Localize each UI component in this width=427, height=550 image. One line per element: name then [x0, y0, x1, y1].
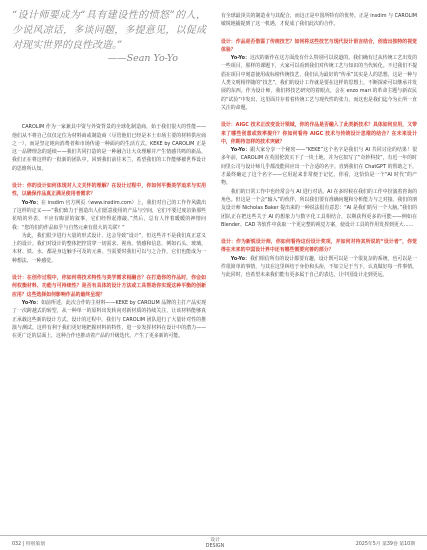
- answer-text: 这次的新作在这方面没有什么特别可以说道的。我们确有过从传统工艺出发的一些项目，那样的课题下，大家可以看到我们对传统工艺与知识的当代转化。不过我们不提倡在项目中刻意使用或标榜传统技艺，我们认为最好的“传承”其实是人的思想，这是一种与人类文明相伴随的“技艺”，我们的设计工作就是要在这样的思想上，不断探索可以继承并发展的东西。作为设计师，我们将技艺研究的着眼点，会在 enzo mari 的革命主题与新农民的“试验”中发出，这里面并存着着传统工艺与现代性的张力，而这也是我们迄今为止所一直关注的命题。: [221, 55, 417, 111]
- footer-issue-info: 2025年5月 第39卷 第10期: [355, 542, 415, 547]
- answer-text: 在 insdim 官方网页（www.insdim.com）上，我们对自己的工作作风做出了这样的定义——“我们致力于创造出人们愿意使用的产品与空间，它们不要过度渲染那些花哨的外表，不应有晦涩的叙事，它们经得起推敲。”然后，总有人伴着暖暖的神情问我：“您的们的作品似乎与自然元素有很大的关联？”: [12, 199, 206, 231]
- footer-section-label: 032 | 特别策划: [12, 542, 46, 547]
- answer-text: 如前所述，此次合作的主材料——KEKE by CAROLIM 品牌的主打产品实现了一次跨越式的转型，从一种单一的原料出发转向对新材质的持续关注，让该材料能够真正承载这些新的设计方式。设计的过程中，我们与 CAROLIM 团队进行了大量针对性的推演与测试。这样有利于我们更好地把握材料的特性，进一步发挥材料在设计中的潜力——在更广泛的层面上，这种合作也推动着产品的升级迭代，产生了更多新的可能。: [12, 299, 206, 340]
- pull-quote-author: ——Sean Yo-Yo: [107, 53, 178, 64]
- footer-magazine-en: DESIGN: [205, 543, 225, 549]
- answer-label: Yo-Yo：: [230, 255, 250, 262]
- answer-text: 跟大家分享一个秘密——“KEKE”这个名字是我们与 AI 共同讨论的结果！很多年前，CAROLIM 在英国伦敦买下了一块土地，并为它拟写了“奇妙科技”，有近一年的时间里公司与设计师几乎都没能回应出一个合适的名字。直到我们在 ChatGPT 的帮助之下，才最终确定了这个名字——它用起来非常便于记忆，你看，这恰恰是一个“AI 时代”的产物。: [221, 147, 418, 187]
- question-heading: 设计：AIGC 技术正改变设计领域，你的作品是否融入了此类新技术？具体如何应用，又带来了哪些创意或效率提升？你如何看待 AIGC 技术与传统设计思维的结合？在未来设计中，你期待怎样的技术突破？: [221, 122, 417, 145]
- continued-paragraph: 有全球最顶尖的制造业与其配合，而这正是中国所特有的优势。正是 insdim 与 CAROLIM 敏锐地捕捉到了这一机遇，才促成了我们此次的合作。: [221, 13, 417, 28]
- answer-label: Yo-Yo：: [21, 299, 42, 306]
- question-heading: 设计：作品是否借鉴了传统技艺？如何将这些技艺与现代设计语言结合，创造出独特的视觉体验？: [221, 38, 417, 53]
- answer-paragraph: [221, 255, 417, 280]
- answer-label: Yo-Yo：: [21, 199, 42, 206]
- left-column: [12, 8, 206, 340]
- answer-paragraph: 为此，我们很少进行大量的形式设计，这会导致“设计”，但这些并不是我们真正意义上的设计。我们对设计的整体把控贯穿一切需求、视角、情感和信息，例如石头、玻璃、木材、铁、水，都是身边触手可及的元素。当需要时我们可以与之合作，它们也能成为一种想法、一种感觉。: [12, 232, 206, 264]
- question-heading: 设计：在创作过程中，你如何将技术特性与美学需求相融合？在打造你的作品时，你会如何权衡材料、功能与可持续性？是否有具体的设计方法或工具帮助你实现这种平衡的创新应用？这些选择如何影响作品的最终呈现？: [12, 275, 206, 298]
- question-heading: 设计：你的设计如何体现对人文关怀的理解？在设计过程中，你如何平衡美学追求与实用性，以确保作品真正满足使用者需求？: [12, 183, 206, 198]
- answer-paragraph: [221, 54, 417, 112]
- right-column: [221, 12, 417, 280]
- question-heading: 设计：作为新锐设计师，你如何看待这份设计奖项，并如何对待其所说的“设计者”，你觉得在未来的中国设计界中还有哪些需要完善的部分？: [221, 239, 417, 254]
- answer-paragraph: [12, 199, 206, 232]
- answer-label: Yo-Yo：: [230, 147, 251, 154]
- answer-label: Yo-Yo：: [230, 55, 250, 62]
- footer-magazine-name: [200, 538, 230, 549]
- page-footer: [0, 535, 427, 550]
- answer-text: 我们相信所有的设计都要有趣，设计既可以是一个很复杂的系统，也可以是一件很简单的事情，与其在这里纠结于身份和头衔，不如立足于当下，认真做好每一件事情。与此同时，也希望未来我们能有更多属于自己的表达，让中国设计走到更远。: [221, 255, 417, 279]
- pull-quote: “设计师要成为“具有建设性的愤怒”的人，少说风凉话，多谈问题，多提意见，以促成对现实世界的良性改造。”: [12, 10, 206, 51]
- answer-paragraph: 我们的日常工作中也经常会与 AI 进行对话。AI 在多时候在我们的工作中扮演着咨询的角色。但这是一个会“输入”的伙伴，所以我们要有准确问题和分析能力与之对接。我们的朋友设计师 Nicholas Baker 提出来的一种说法很有意思：“AI 是我们的另一个大脑。”我们的团队正在把这些关于 AI 的想象力与数字化工具相结合，以期获得更多的可能——例如在 Blender、CAD 等软件中获取一个更完整的视觉方案，使设计工具的作用发挥到更大……: [221, 188, 417, 228]
- answer-paragraph: [221, 146, 417, 187]
- answer-paragraph: [12, 299, 206, 340]
- intro-paragraph: CAROLIM 作为一家兼具中资与外资背景的全球化制造商，始于我们很大的性能——他们从不将自己仅仅定位为材料商或制造商（尽管他们已经是本土市场主要的材料供应商之一），而是坚定地向消费者和市场传递一种面向的生活方式。KEKE by CAROLIM 正是这一品牌理念的延续——我们共同打造的是一种融合让大众理解并产生情感共鸣的新品，我们正在将这样的一批新的团队中。回到我们前往米兰，希望我们的工作能够被世界设计的思维所认知。: [12, 124, 206, 172]
- footer-magazine-cn: 设计: [210, 538, 220, 543]
